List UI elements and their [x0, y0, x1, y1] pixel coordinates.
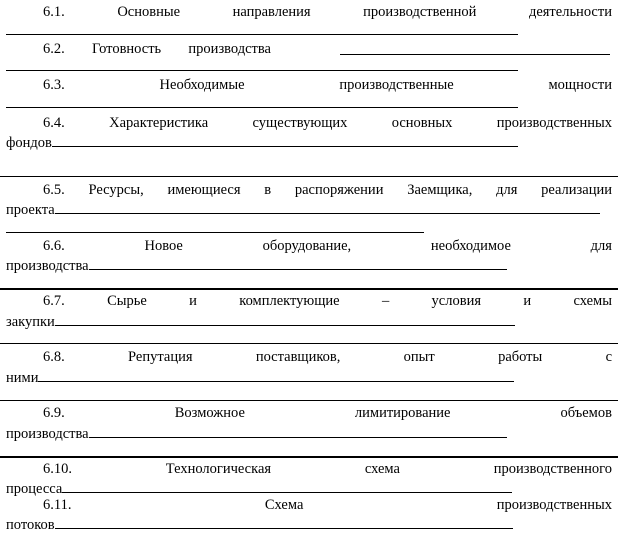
item-tail-word: проекта [6, 202, 55, 218]
item-6-4-heading [6, 114, 612, 132]
item-6-9-tail [6, 423, 507, 443]
item-6-10-heading [6, 460, 612, 478]
item-word: лимитирование [354, 405, 451, 421]
item-word: схемы [573, 293, 612, 309]
item-word: для [496, 182, 518, 198]
item-word: комплектующие [239, 293, 340, 309]
item-word: производственных [496, 115, 612, 131]
item-word: Заемщика, [407, 182, 473, 198]
item-word: производственных [496, 497, 612, 513]
item-word: направления [232, 4, 311, 20]
answer-line[interactable] [89, 423, 507, 438]
answer-line[interactable] [6, 70, 518, 71]
item-word: Готовность [92, 41, 162, 57]
item-number: 6.6. [43, 238, 65, 254]
item-6-3-heading [6, 76, 612, 94]
item-tail-word: производства [6, 426, 89, 442]
item-number: 6.4. [43, 115, 65, 131]
item-word: существующих [252, 115, 348, 131]
answer-line[interactable] [6, 232, 424, 233]
item-number: 6.7. [43, 293, 65, 309]
answer-line[interactable] [55, 514, 513, 529]
item-word: Репутация [128, 349, 193, 365]
item-word: для [590, 238, 612, 254]
separator-line [0, 456, 618, 458]
item-word: Ресурсы, [88, 182, 144, 198]
item-tail-word: потоков [6, 517, 55, 533]
item-6-11-heading [6, 496, 612, 514]
item-word: производства [188, 41, 271, 57]
item-word: условия [431, 293, 481, 309]
item-number: 6.3. [43, 77, 65, 93]
answer-line[interactable] [55, 199, 600, 214]
item-word: распоряжении [294, 182, 384, 198]
item-word: Новое [144, 238, 183, 254]
item-tail-word: ними [6, 370, 39, 386]
item-word: мощности [548, 77, 612, 93]
item-tail-word: процесса [6, 481, 63, 497]
item-word: производственного [493, 461, 612, 477]
item-word: имеющиеся [167, 182, 241, 198]
item-6-5-tail [6, 199, 600, 219]
answer-line[interactable] [340, 54, 610, 55]
item-tail-word: фондов [6, 135, 52, 151]
item-6-4-tail [6, 132, 518, 152]
item-word: поставщиков, [255, 349, 341, 365]
item-word: Возможное [174, 405, 245, 421]
item-word: схема [364, 461, 400, 477]
answer-line[interactable] [89, 255, 507, 270]
item-word: основных [391, 115, 453, 131]
item-word: и [523, 293, 532, 309]
item-6-5-heading [6, 181, 612, 199]
separator-line [0, 288, 618, 290]
item-number: 6.5. [43, 182, 65, 198]
item-6-6-heading [6, 237, 612, 255]
item-number: 6.1. [43, 4, 65, 20]
item-6-2-heading [6, 40, 271, 58]
item-word: Технологическая [165, 461, 272, 477]
answer-line[interactable] [6, 34, 518, 35]
item-6-7-heading [6, 292, 612, 310]
item-word: Основные [117, 4, 181, 20]
item-6-10-tail [6, 478, 512, 498]
item-tail-word: производства [6, 258, 89, 274]
answer-line[interactable] [6, 107, 518, 108]
item-6-9-heading [6, 404, 612, 422]
item-number: 6.9. [43, 405, 65, 421]
item-word: Схема [264, 497, 304, 513]
item-6-6-tail [6, 255, 507, 275]
item-6-8-heading [6, 348, 612, 366]
item-word: в [264, 182, 272, 198]
item-word: – [381, 293, 390, 309]
item-word: с [605, 349, 612, 365]
item-word: необходимое [430, 238, 511, 254]
item-6-1-heading [6, 3, 612, 21]
item-word: объемов [560, 405, 612, 421]
separator-line [0, 400, 618, 401]
item-number: 6.11. [43, 497, 72, 513]
item-number: 6.2. [43, 41, 65, 57]
answer-line[interactable] [62, 478, 512, 493]
item-tail-word: закупки [6, 314, 55, 330]
item-number: 6.8. [43, 349, 65, 365]
item-word: и [189, 293, 197, 309]
answer-line[interactable] [52, 132, 518, 147]
separator-line [0, 343, 618, 344]
item-word: работы [498, 349, 543, 365]
item-word: деятельности [528, 4, 612, 20]
item-word: производственной [363, 4, 477, 20]
item-word: производственные [339, 77, 454, 93]
item-word: реализации [541, 182, 612, 198]
answer-line[interactable] [55, 311, 515, 326]
item-word: Сырье [107, 293, 147, 309]
separator-line [0, 176, 618, 177]
item-6-7-tail [6, 311, 515, 331]
answer-line[interactable] [38, 367, 514, 382]
item-6-11-tail [6, 514, 513, 534]
item-word: Необходимые [159, 77, 245, 93]
item-6-8-tail [6, 367, 514, 387]
item-word: оборудование, [262, 238, 352, 254]
item-number: 6.10. [43, 461, 72, 477]
item-word: Характеристика [109, 115, 209, 131]
item-word: опыт [403, 349, 435, 365]
